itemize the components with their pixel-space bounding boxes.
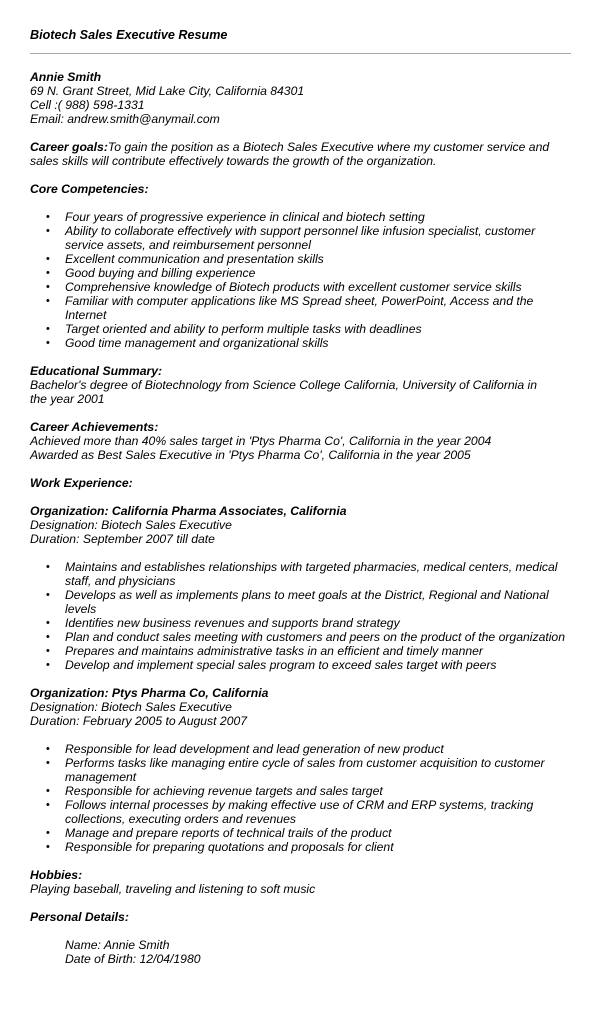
career-goals-section	[30, 140, 555, 168]
list-item: • Maintains and establishes relationships with targeted pharmacies, medical centers, medical staff, and physicians	[30, 560, 570, 588]
list-item: • Responsible for lead development and lead generation of new product	[30, 742, 570, 756]
job-organization: Organization: California Pharma Associates, California	[30, 504, 347, 518]
hobbies-section	[30, 868, 600, 896]
job-designation: Designation: Biotech Sales Executive	[30, 518, 232, 532]
list-item: • Good buying and billing experience	[30, 266, 570, 280]
hobbies-heading: Hobbies:	[30, 868, 83, 882]
list-item: • Identifies new business revenues and supports brand strategy	[30, 616, 570, 630]
list-item: • Performs tasks like managing entire cycle of sales from customer acquisition to customer management	[30, 756, 570, 784]
career-goals-heading: Career goals:	[30, 140, 108, 154]
job-entry	[30, 686, 600, 728]
core-competencies-list	[30, 210, 600, 350]
list-item: • Responsible for preparing quotations and proposals for client	[30, 840, 570, 854]
list-item: • Prepares and maintains administrative tasks in an efficient and timely manner	[30, 644, 570, 658]
list-item: • Manage and prepare reports of technical trails of the product	[30, 826, 570, 840]
list-item: • Responsible for achieving revenue targets and sales target	[30, 784, 570, 798]
address: 69 N. Grant Street, Mid Lake City, California 84301	[30, 84, 305, 98]
date-of-birth: Date of Birth: 12/04/1980	[65, 952, 201, 966]
job-duration: Duration: September 2007 till date	[30, 532, 215, 546]
core-competencies-heading: Core Competencies:	[30, 182, 149, 196]
list-item: • Familiar with computer applications like MS Spread sheet, PowerPoint, Access and the Internet	[30, 294, 570, 322]
career-goals-text: To gain the position as a Biotech Sales Executive where my customer service and sales skills will contribute effectively towards the growth of the organization.	[30, 140, 550, 168]
title-divider	[30, 53, 571, 54]
job-duration: Duration: February 2005 to August 2007	[30, 714, 248, 728]
personal-details	[30, 938, 600, 966]
hobbies-text: Playing baseball, traveling and listening to soft music	[30, 882, 316, 896]
list-item: • Excellent communication and presentation skills	[30, 252, 570, 266]
job-designation: Designation: Biotech Sales Executive	[30, 700, 232, 714]
education-heading: Educational Summary:	[30, 364, 163, 378]
personal-details-heading: Personal Details:	[30, 910, 129, 924]
list-item: • Plan and conduct sales meeting with customers and peers on the product of the organization	[30, 630, 570, 644]
list-item: • Target oriented and ability to perform multiple tasks with deadlines	[30, 322, 570, 336]
list-item: • Comprehensive knowledge of Biotech products with excellent customer service skills	[30, 280, 570, 294]
candidate-name: Annie Smith	[30, 70, 102, 84]
list-item: • Four years of progressive experience in clinical and biotech setting	[30, 210, 570, 224]
achievements-heading: Career Achievements:	[30, 420, 159, 434]
education-section	[30, 364, 600, 406]
personal-name: Name: Annie Smith	[65, 938, 170, 952]
job-entry	[30, 504, 600, 546]
job-organization: Organization: Ptys Pharma Co, California	[30, 686, 269, 700]
achievements-section	[30, 420, 600, 462]
list-item: • Good time management and organizational skills	[30, 336, 570, 350]
email: Email: andrew.smith@anymail.com	[30, 112, 220, 126]
work-experience-heading: Work Experience:	[30, 476, 133, 490]
list-item: • Develop and implement special sales program to exceed sales target with peers	[30, 658, 570, 672]
list-item: • Ability to collaborate effectively with support personnel like infusion specialist, customer service assets, and reimbursement personnel	[30, 224, 570, 252]
list-item: • Develops as well as implements plans to meet goals at the District, Regional and National levels	[30, 588, 570, 616]
list-item: • Follows internal processes by making effective use of CRM and ERP systems, tracking collections, executing orders and revenues	[30, 798, 570, 826]
education-text: Bachelor's degree of Biotechnology from Science College California, University of California in the year 2001	[30, 378, 538, 406]
achievement-line: Awarded as Best Sales Executive in 'Ptys Pharma Co', California in the year 2005	[30, 448, 471, 462]
achievement-line: Achieved more than 40% sales target in 'Ptys Pharma Co', California in the year 2004	[30, 434, 492, 448]
job-duties-list	[30, 560, 600, 672]
document-title: Biotech Sales Executive Resume	[30, 28, 228, 42]
contact-block	[30, 70, 600, 126]
job-duties-list	[30, 742, 600, 854]
phone: Cell :( 988) 598-1331	[30, 98, 145, 112]
